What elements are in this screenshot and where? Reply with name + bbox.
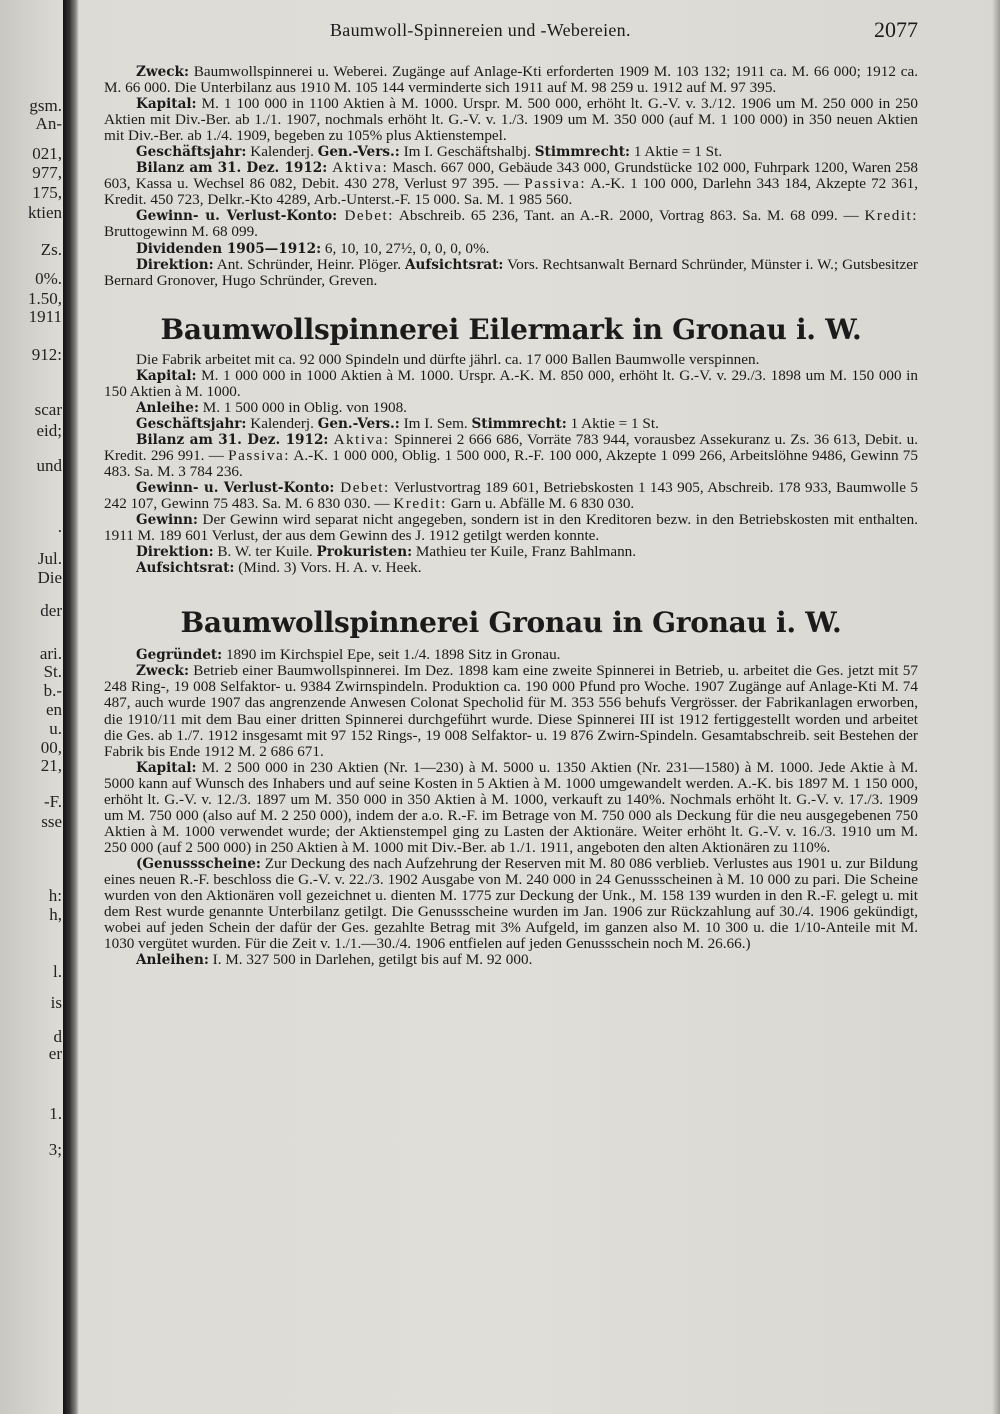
field-label: Anleihen: [136, 952, 209, 969]
field-label: Zweck: [136, 64, 189, 80]
facing-page-word: 00, [40, 738, 62, 757]
field-label: Stimmrecht: [534, 144, 631, 161]
field-text: Spinnerei 2 666 686, Vorräte 783 944, vorausbez Assekuranz u. Zs. 36 613, Debit. u. Kredit. 296 991. — [104, 430, 918, 464]
field-text: Im I. Sem. [399, 414, 472, 432]
entry-paragraph [104, 480, 918, 512]
entry-paragraph [104, 241, 918, 257]
facing-page-word: St. [43, 662, 62, 681]
field-label: Gewinn: [136, 512, 198, 529]
facing-page-word: . [57, 517, 62, 536]
field-text: 6, 10, 10, 27½, 0, 0, 0, 0%. [321, 239, 490, 257]
entry-paragraph [104, 400, 918, 416]
field-label: Gewinn- u. Verlust-Konto: [136, 208, 338, 225]
facing-page-word: l. [53, 962, 62, 981]
field-text: Masch. 667 000, Gebäude 343 000, Grundstücke 102 000, Fuhrpark 1200, Waren 258 603, Kassa u. Wechsel 86 082, Debit. 430 278, Verlust 97 395. — [104, 159, 919, 193]
facing-page-word: 1911 [28, 307, 62, 326]
entry-paragraph [104, 560, 918, 576]
field-text: 1 Aktie = 1 St. [566, 414, 659, 432]
field-label: Gen.-Vers.: [317, 144, 400, 161]
facing-page-word: 175, [32, 183, 62, 202]
entry-paragraph [104, 544, 918, 560]
field-text: A.-K. 1 100 000, Darlehn 343 184, Akzepte 72 361, Kredit. 450 723, Delkr.-Kto 4289, Arb.-Unterst.-F. 15 000. Sa. M. 1 985 560. [104, 175, 918, 209]
field-text: M. 1 100 000 in 1100 Aktien à M. 1000. Urspr. M. 500 000, erhöht lt. G.-V. v. 3./12. 1906 um M. 250 000 in 250 Aktien mit Div.-Ber. ab 1./1. 1907, nochmals erhöht lt. G.-V. v. 1./3. 1909 um M. 350 000 (auf M. 1 100 000) in 350 neuen Aktien mit Div.-Ber. ab 1./4. 1909, begeben zu 105% plus Aktienstempel. [104, 95, 918, 145]
facing-page-word: 912: [31, 345, 62, 364]
field-label: Aufsichtsrat: [405, 256, 504, 273]
field-text: Vors. Rechtsanwalt Bernard Schründer, Münster i. W.; Gutsbesitzer Bernard Gronover, Hugo Schründer, Greven. [104, 255, 918, 289]
facing-page-word: 1. [49, 1104, 62, 1123]
spaced-term: Aktiva: [327, 159, 389, 177]
page-edge [992, 0, 1000, 1414]
facing-page-word: u. [49, 719, 62, 738]
facing-page-word: Jul. [37, 549, 62, 568]
field-label: Gegründet: [136, 647, 223, 664]
spaced-term: Debet: [334, 479, 390, 497]
facing-page-word: h, [49, 905, 62, 924]
facing-page-word: 977, [32, 163, 62, 182]
facing-page-word: 3; [48, 1140, 62, 1159]
field-label: Anleihe: [136, 399, 199, 416]
field-label: Prokuristen: [316, 544, 413, 561]
field-text: (Mind. 3) Vors. H. A. v. Heek. [234, 559, 422, 577]
field-label: Gewinn- u. Verlust-Konto: [136, 480, 335, 497]
facing-page-word: is [50, 993, 62, 1012]
field-label: Bilanz am 31. Dez. 1912: [136, 160, 328, 177]
field-label: (Genussscheine: [136, 855, 261, 872]
facing-page-word: An- [35, 114, 62, 133]
field-label: Gen.-Vers.: [317, 415, 400, 432]
field-label: Kapital: [136, 367, 197, 384]
facing-page-word: d [53, 1027, 62, 1046]
field-label: Geschäftsjahr: [136, 144, 247, 161]
spaced-term: Passiva: [524, 175, 587, 193]
entry-paragraph [104, 144, 918, 160]
running-title: Baumwoll-Spinnereien und -Webereien. [330, 20, 631, 40]
entry-paragraph [104, 64, 918, 96]
running-header [100, 17, 920, 47]
field-text: Baumwollspinnerei u. Weberei. Zugänge auf Anlage-Kti erforderten 1909 M. 103 132; 1911 ca. M. 66 000; 1912 ca. M. 66 000. Die Unterbilanz aus 1910 M. 105 144 verminderte sich 1911 auf M. 98 259 u. 1912 auf M. 97 395. [104, 63, 918, 97]
field-text: 1890 im Kirchspiel Epe, seit 1./4. 1898 Sitz in Gronau. [222, 646, 561, 664]
field-text: M. 1 500 000 in Oblig. von 1908. [198, 398, 407, 416]
field-text: Kalenderj. [246, 143, 318, 161]
field-label: Aufsichtsrat: [136, 560, 235, 577]
entry-paragraph [104, 432, 918, 480]
field-text: Bruttogewinn M. 68 099. [104, 223, 258, 241]
facing-page-word: 1.50, [28, 289, 62, 308]
facing-page-word: gsm. [29, 96, 62, 115]
entry-paragraph [104, 760, 918, 856]
document-body [104, 64, 918, 968]
field-text: Mathieu ter Kuile, Franz Bahlmann. [412, 543, 637, 561]
field-text: Zur Deckung des nach Aufzehrung der Reserven mit M. 80 086 verblieb. Verlustes aus 1901 u. zur Bildung eines neuen R.-F. beschloss die G.-V. v. 22./3. 1902 Ausgabe von M. 240 000 in 24 Genussscheinen à M. 10 000 zu pari. Die Scheine wurden von den Aktionären voll gezeichnet u. dienten M. 1775 zur Deckung der Unk., M. 158 139 wurden in den R.-F. gelegt u. mit dem Rest wurde genannte Unterbilanz getilgt. Die Genussscheine wurden im Jan. 1906 zur Rückzahlung auf 30./4. 1906 gekündigt, wobei auf jeden Schein der dafür der Ges. gezahlte Betrag mit 3% Aufgeld, im ganzen also M. 10 300 u. die 1/10-Anteile mit M. 1030 vergütet wurden. Für die Zeit v. 1./1.—30./4. 1906 entfielen auf jeden Genussschein noch M. 26.66.) [104, 854, 918, 953]
field-label: Direktion: [136, 544, 214, 561]
field-text: Kalenderj. [246, 414, 318, 432]
facing-page-word: b.- [43, 681, 62, 700]
company-heading: Baumwollspinnerei Gronau in Gronau i. W. [180, 606, 842, 640]
facing-page-word: 021, [32, 144, 62, 163]
facing-page-word: Zs. [40, 240, 62, 259]
field-text: M. 1 000 000 in 1000 Aktien à M. 1000. Urspr. A.-K. M. 850 000, erhöht lt. G.-V. v. 29./3. 1898 um M. 150 000 in 150 Aktien à M. 1000. [104, 366, 918, 400]
facing-page-word: eid; [36, 421, 62, 440]
entry-paragraph [104, 160, 918, 208]
entry-paragraph [104, 512, 918, 544]
spaced-term: Kredit: [864, 207, 918, 225]
field-text: Im I. Geschäftshalbj. [399, 143, 535, 161]
entry-paragraph [104, 208, 918, 240]
entry-paragraph [104, 416, 918, 432]
field-text: Die Fabrik arbeitet mit ca. 92 000 Spindeln und dürfte jährl. ca. 17 000 Ballen Baumwolle verspinnen. [136, 350, 760, 368]
spaced-term: Aktiva: [328, 430, 390, 448]
facing-page-word: ari. [39, 644, 62, 663]
field-text: B. W. ter Kuile. [213, 543, 317, 561]
field-label: Kapital: [136, 759, 197, 776]
facing-page-word: und [36, 456, 62, 475]
facing-page-word: -F. [43, 792, 62, 811]
field-text: Abschreib. 65 236, Tant. an A.-R. 2000, Vortrag 863. Sa. M. 68 099. — [393, 207, 865, 225]
field-label: Geschäftsjahr: [136, 415, 247, 432]
entry-paragraph [104, 952, 918, 968]
field-text: 1 Aktie = 1 St. [630, 143, 723, 161]
facing-page-word: der [40, 601, 62, 620]
spaced-term: Kredit: [393, 495, 447, 513]
field-text: A.-K. 1 000 000, Oblig. 1 500 000, R.-F. 100 000, Akzepte 1 099 266, Arbeitslöhne 9486, Gewinn 75 483. Sa. M. 3 784 236. [104, 446, 918, 480]
facing-page-word: er [48, 1044, 62, 1063]
field-text: M. 2 500 000 in 230 Aktien (Nr. 1—230) à M. 5000 u. 1350 Aktien (Nr. 231—1580) à M. 1000. Jede Aktie à M. 5000 kann auf Wunsch des Inhabers und auf seine Kosten in 5 Aktien à M. 1000 umgewandelt werden. A.-K. bis 1897 M. 1 150 000, erhöht lt. G.-V. v. 12./3. 1897 um M. 350 000 in 350 Aktien à M. 1000, verkauft zu 140%. Nochmals erhöht lt. G.-V. v. 17./3. 1909 um M. 750 000 (also auf M. 2 250 000), indem der a.o. R.-F. im Betrage von M. 750 000 als Deckung für die neu ausgegebenen 750 Aktien à M. 1000 verwendet wurde; der Aktienstempel ging zu Lasten der Aktionäre. Weiter erhöht lt. G.-V. v. 16./3. 1910 um M. 250 000 (auf 2 500 000) in 250 Aktien à M. 1000 mit Div.-Ber. ab 1./1. 1911, angeboten den alten Aktionären zu 110%. [104, 758, 918, 856]
facing-page-word: h: [48, 886, 62, 905]
entry-paragraph [104, 647, 918, 663]
facing-page-word: sse [41, 812, 62, 831]
page-number: 2077 [874, 17, 918, 42]
entry-paragraph [104, 663, 918, 759]
field-label: Dividenden 1905—1912: [136, 240, 322, 257]
entry-paragraph [104, 257, 918, 289]
spaced-term: Debet: [337, 207, 394, 225]
entry-paragraph [104, 368, 918, 400]
field-label: Stimmrecht: [471, 415, 567, 432]
field-label: Bilanz am 31. Dez. 1912: [136, 431, 329, 448]
spaced-term: Passiva: [228, 446, 290, 464]
facing-page-word: 21, [40, 756, 62, 775]
entry-paragraph [104, 96, 918, 144]
field-label: Kapital: [136, 96, 197, 113]
facing-page-word: Die [37, 568, 62, 587]
entry-paragraph [104, 856, 918, 952]
company-heading: Baumwollspinnerei Eilermark in Gronau i. W. [160, 312, 862, 346]
field-text: Garn u. Abfälle M. 6 830 030. [446, 495, 635, 513]
facing-page-word: 0%. [35, 269, 62, 288]
field-text: Der Gewinn wird separat nicht angegeben, sondern ist in den Kreditoren bezw. in den Betriebskosten mit enthalten. 1911 M. 189 601 Verlust, der aus dem Gewinn des J. 1912 getilgt werden konnte. [104, 511, 918, 545]
field-text: I. M. 327 500 in Darlehen, getilgt bis auf M. 92 000. [208, 951, 533, 969]
facing-page-word: scar [34, 400, 62, 419]
field-label: Zweck: [136, 663, 189, 680]
field-text: Betrieb einer Baumwollspinnerei. Im Dez. 1898 kam eine zweite Spinnerei in Betrieb, u. arbeitet die Ges. jetzt mit 57 248 Ring-, 19 008 Selfaktor- u. 9384 Zwirnspindeln. Produktion ca. 190 000 Pfund pro Woche. 1907 Zugänge auf Anlage-Kti M. 74 487, auch wurde 1907 das angrenzende Anwesen Colonat Specholid für M. 353 556 behufs Vergrösser. der Fabrikanlagen erworben, die 1910/11 mit dem Bau einer dritten Spinnerei durchgeführt wurde. Diese Spinnerei III ist 1912 fertiggestellt worden und arbeitet die Ges. ab 1./7. 1912 insgesamt mit 97 152 Rings-, 19 008 Selfaktor- u. 19 876 Zwirn-Spindeln. Gesamtabschreib. seit Bestehen der Fabrik bis Ende 1912 M. 2 686 671. [104, 662, 918, 760]
field-text: Ant. Schründer, Heinr. Plöger. [213, 255, 405, 273]
entry-paragraph [104, 352, 918, 368]
field-text: Verlustvortrag 189 601, Betriebskosten 1 143 905, Abschreib. 178 933, Baumwolle 5 242 107, Gewinn 75 483. Sa. M. 6 830 030. — [104, 479, 918, 513]
facing-page-fragment [0, 0, 66, 1414]
facing-page-word: en [45, 700, 62, 719]
facing-page-word: ktien [28, 203, 62, 222]
field-label: Direktion: [136, 256, 214, 273]
